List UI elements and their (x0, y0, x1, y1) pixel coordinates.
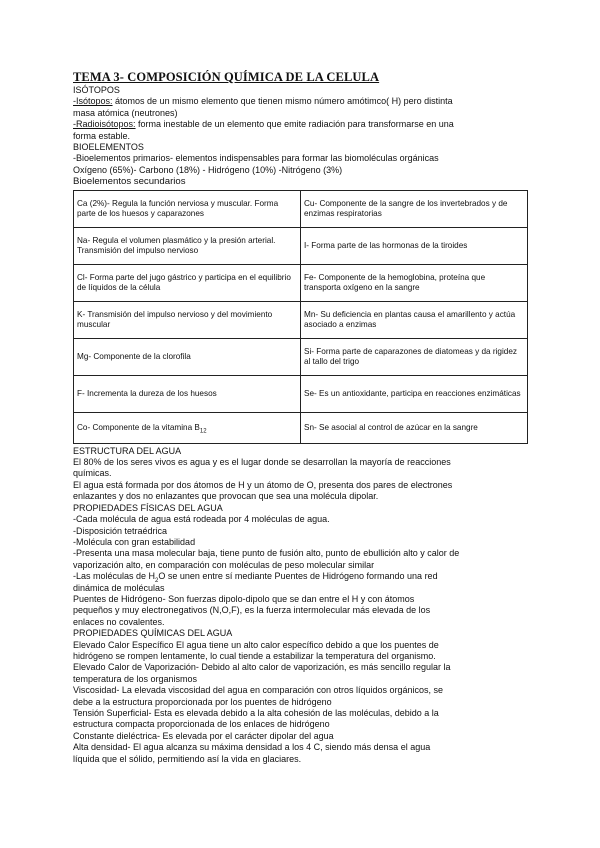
table-row (74, 375, 528, 412)
radioisotopos-text: forma inestable de un elemento que emite radiación para transformarse en una (135, 119, 454, 130)
table-cell: Mn- Su deficiencia en plantas causa el amarillento y actúa asociado a enzimas (301, 301, 528, 338)
table-row (74, 227, 528, 264)
text-line: vaporización alto, en comparación con moléculas de peso molecular similar (73, 559, 375, 570)
bioelementos-primarios-list: Oxígeno (65%)- Carbono (18%) - Hidrógeno (10%) -Nitrógeno (3%) (73, 164, 343, 175)
text-line: hidrógeno se rompen lentamente, lo cual tiende a estabilizar la temperatura del organismo. (73, 650, 436, 661)
text-line: líquida que el sólido, permitiendo así la vida en glaciares. (73, 753, 302, 764)
vitamina-subscript: 12 (199, 428, 207, 435)
bioelementos-secundarios-table (73, 190, 528, 444)
text-line: -Disposición tetraédrica (73, 525, 168, 536)
text-line: Puentes de Hidrógeno- Son fuerzas dipolo-dipolo que se dan entre el H y con átomos (73, 593, 415, 604)
radioisotopos-term: -Radioisótopos: (73, 119, 136, 130)
radioisotopos-definition-cont: forma estable. (73, 130, 131, 141)
table-row (74, 301, 528, 338)
text-line: dinámica de moléculas (73, 582, 165, 593)
bioelementos-heading: BIOELEMENTOS (73, 142, 144, 153)
text-line: debe a la estructura proporcionada por los puentes de hidrógeno (73, 696, 332, 707)
text-line: temperatura de los organismos (73, 673, 198, 684)
h2o-prefix: -Las moléculas de H (73, 571, 156, 582)
bioelementos-primarios: -Bioelementos primarios- elementos indispensables para formar las biomoléculas orgánicas (73, 153, 439, 164)
table-cell: Na- Regula el volumen plasmático y la presión arterial. Transmisión del impulso nervioso (74, 227, 301, 264)
table-cell: Cu- Componente de la sangre de los invertebrados y de enzimas respiratorias (301, 190, 528, 227)
table-cell: Ca (2%)- Regula la función nerviosa y muscular. Forma parte de los huesos y caparazones (74, 190, 301, 227)
cobalto-text: Co- Componente de la vitamina B (77, 422, 200, 432)
text-line: Tensión Superficial- Esta es elevada debido a la alta cohesión de las moléculas, debido a la (73, 708, 439, 718)
text-line: Viscosidad- La elevada viscosidad del agua en comparación con otros líquidos orgánicos, se (73, 685, 444, 696)
bioelementos-secundarios-heading: Bioelementos secundarios (73, 176, 186, 188)
table-row (74, 338, 528, 375)
text-line (73, 571, 528, 582)
table-row (74, 264, 528, 301)
text-line: químicas. (73, 468, 112, 479)
text-line: -Presenta una masa molecular baja, tiene punto de fusión alto, punto de ebullición alto y calor de (73, 548, 460, 559)
text-line: Constante dieléctrica- Es elevada por el carácter dipolar del agua (73, 730, 334, 741)
document-page (73, 70, 528, 765)
text-line: El 80% de los seres vivos es agua y es el lugar donde se desarrollan la mayoría de reacciones (73, 457, 451, 468)
h2o-suffix: O se unen entre sí mediante Puentes de Hidrógeno formando una red (158, 571, 438, 582)
text-line: pequeños y muy electronegativos (N,O,F), es la fuerza intermolecular más elevada de los (73, 605, 431, 616)
quimicas-heading: PROPIEDADES QUÍMICAS DEL AGUA (73, 628, 233, 639)
fisicas-heading: PROPIEDADES FÍSICAS DEL AGUA (73, 502, 223, 513)
text-line: Elevado Calor Específico El agua tiene un alto calor específico debido a que los puentes de (73, 639, 439, 650)
table-cell: Sn- Se asocial al control de azúcar en la sangre (301, 412, 528, 443)
text-line: -Cada molécula de agua está rodeada por 4 moléculas de agua. (73, 514, 330, 525)
table-cell: Mg- Componente de la clorofila (74, 338, 301, 375)
table-row (74, 412, 528, 443)
table-row (74, 190, 528, 227)
table-cell: I- Forma parte de las hormonas de la tiroides (301, 227, 528, 264)
table-cell: K- Transmisión del impulso nervioso y del movimiento muscular (74, 301, 301, 338)
text-line: El agua está formada por dos átomos de H y un átomo de O, presenta dos pares de electrones (73, 479, 453, 490)
agua-heading: ESTRUCTURA DEL AGUA (73, 445, 182, 456)
table-cell: Si- Forma parte de caparazones de diatomeas y da rigidez al tallo del trigo (301, 338, 528, 375)
isotopos-definition-cont: masa atómica (neutrones) (73, 107, 178, 118)
radioisotopos-definition (73, 119, 528, 130)
isotopos-definition (73, 96, 528, 107)
text-line: enlazantes y dos no enlazantes que provocan que sea una molécula dipolar. (73, 491, 379, 502)
h2o-subscript: 2 (155, 577, 159, 584)
text-line: -Molécula con gran estabilidad (73, 536, 196, 547)
table-cell: Se- Es un antioxidante, participa en reacciones enzimáticas (301, 375, 528, 412)
table-cell (74, 412, 301, 443)
page-title: TEMA 3- COMPOSICIÓN QUÍMICA DE LA CELULA (73, 70, 380, 84)
isotopos-heading: ISÓTOPOS (73, 85, 120, 95)
text-line: enlaces no covalentes. (73, 616, 165, 627)
table-cell: Cl- Forma parte del jugo gástrico y participa en el equilibrio de líquidos de la célula (74, 264, 301, 301)
text-line: Alta densidad- El agua alcanza su máxima densidad a los 4 C, siendo más densa el agua (73, 742, 431, 753)
text-line: Elevado Calor de Vaporización- Debido al alto calor de vaporización, es más sencillo regular la (73, 662, 451, 673)
isotopos-text: átomos de un mismo elemento que tienen mismo número amótimco( H) pero distinta (112, 96, 453, 107)
table-cell: F- Incrementa la dureza de los huesos (74, 375, 301, 412)
table-cell: Fe- Componente de la hemoglobina, proteína que transporta oxígeno en la sangre (301, 264, 528, 301)
isotopos-term: -Isótopos: (73, 96, 113, 107)
text-line: estructura compacta proporcionada de los enlaces de hidrógeno (73, 719, 330, 730)
